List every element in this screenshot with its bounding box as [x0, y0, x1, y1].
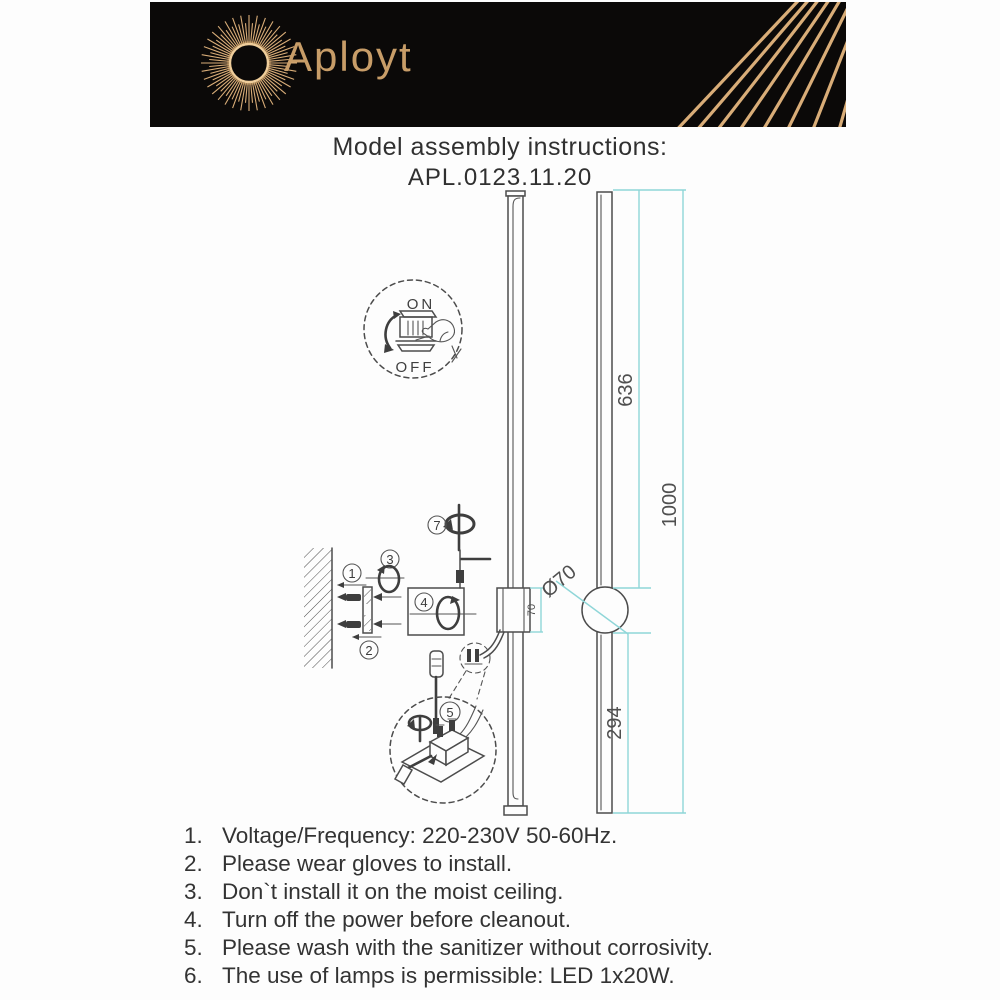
- lamp-wire: [448, 630, 504, 700]
- page-title: Model assembly instructions:: [332, 133, 668, 161]
- callout-3: 3: [386, 552, 394, 567]
- item-number: 3.: [184, 879, 203, 904]
- dim-lower-length: 294: [604, 706, 626, 740]
- driver-box-detail: [408, 588, 476, 635]
- callout-2: 2: [365, 643, 373, 658]
- dim-diameter: Ø70: [537, 560, 581, 602]
- wall-mount-detail: [304, 548, 404, 668]
- callout-1: 1: [348, 566, 356, 581]
- callout-7: 7: [433, 518, 441, 533]
- list-item: [184, 962, 713, 990]
- toggle-switch-icon: [396, 311, 436, 351]
- item-number: 1.: [184, 823, 203, 848]
- lamp-ball-joint: [582, 587, 628, 633]
- wall-hatch: [304, 548, 332, 668]
- instruction-list: [184, 822, 713, 990]
- list-item: [184, 878, 713, 906]
- item-text: Turn off the power before cleanout.: [222, 907, 571, 932]
- model-number: APL.0123.11.20: [407, 164, 593, 191]
- switch-off-label: OFF: [395, 359, 435, 376]
- item-text: The use of lamps is permissible: LED 1x20W.: [222, 963, 675, 988]
- dim-upper-length: 636: [615, 373, 637, 407]
- switch-detail: [364, 280, 462, 378]
- callout-4: 4: [420, 595, 428, 610]
- item-text: Please wash with the sanitizer without corrosivity.: [222, 935, 714, 960]
- list-item: [184, 934, 713, 962]
- item-number: 6.: [184, 963, 203, 988]
- callout-5: 5: [446, 705, 454, 720]
- list-item: [184, 906, 713, 934]
- cable-connector: [456, 570, 464, 583]
- pin-detail: [428, 505, 490, 588]
- item-text: Voltage/Frequency: 220-230V 50-60Hz.: [222, 823, 618, 848]
- item-number: 4.: [184, 907, 203, 932]
- item-number: 2.: [184, 851, 203, 876]
- wiring-detail: [390, 697, 496, 803]
- svg-text:70: 70: [526, 603, 538, 617]
- dim-overall-length: 1000: [659, 482, 681, 528]
- item-text: Don`t install it on the moist ceiling.: [222, 879, 564, 904]
- item-text: Please wear gloves to install.: [222, 851, 513, 876]
- list-item: [184, 850, 713, 878]
- list-item: [184, 822, 713, 850]
- lamp-side-view: [497, 191, 543, 815]
- brand-name: Aployt: [284, 33, 413, 80]
- item-number: 5.: [184, 935, 203, 960]
- switch-on-label: ON: [406, 296, 436, 313]
